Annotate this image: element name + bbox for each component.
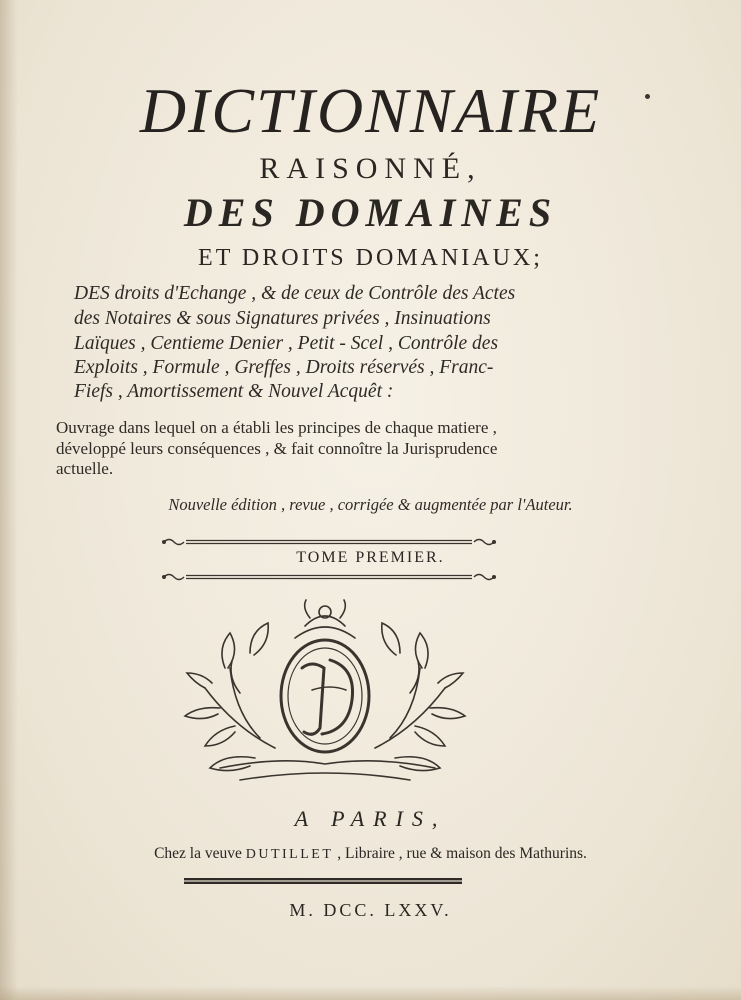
ouvrage-line-1: Ouvrage dans lequel on a établi les principes de chaque matiere , (56, 418, 497, 437)
imprint-printer-name: DUTILLET (245, 847, 334, 862)
description-line-5: Fiefs , Amortissement & Nouvel Acquêt : (74, 381, 394, 402)
title-des-domaines: DES DOMAINES (183, 190, 558, 235)
imprint-line (0, 845, 741, 863)
imprint-city: A PARIS, (294, 806, 447, 831)
page-bottom-shadow (0, 986, 741, 1000)
edition-note: Nouvelle édition , revue , corrigée & augmentée par l'Auteur. (168, 495, 573, 514)
description-line-3: Laïques , Centieme Denier , Petit - Scel , Contrôle des (74, 333, 499, 354)
ornamental-rule-top (160, 536, 498, 548)
tome-label: TOME PREMIER. (296, 549, 445, 566)
bottom-rule (184, 877, 462, 885)
ouvrage-line-3: actuelle. (56, 459, 114, 478)
title-dictionnaire: DICTIONNAIRE (139, 75, 602, 146)
ornamental-rule-bottom (160, 571, 498, 583)
imprint-prefix: Chez la veuve (154, 845, 242, 862)
description-line-1: DES droits d'Echange , & de ceux de Contrôle des Actes (74, 283, 516, 304)
description-line-4: Exploits , Formule , Greffes , Droits réservés , Franc- (74, 357, 494, 378)
publication-date: M. DCC. LXXV. (289, 900, 452, 920)
description-line-2: des Notaires & sous Signatures privées , Insinuations (74, 308, 491, 329)
title-droits-domaniaux: ET DROITS DOMANIAUX; (198, 245, 543, 271)
title-raisonne: RAISONNÉ, (259, 152, 482, 185)
ouvrage-line-2: développé leurs conséquences , & fait connoître la Jurisprudence (56, 439, 498, 458)
imprint-address: , Libraire , rue & maison des Mathurins. (337, 845, 587, 862)
monogram-cartouche-icon (180, 598, 470, 794)
